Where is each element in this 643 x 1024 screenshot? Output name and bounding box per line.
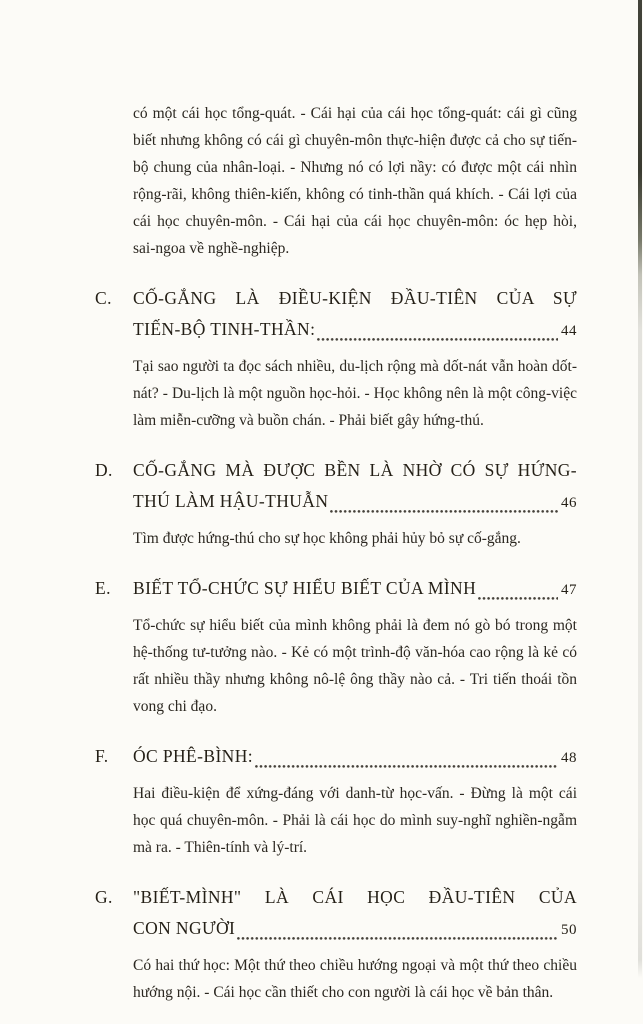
entry-title-lastline: [133, 913, 577, 946]
entry-title-text: ÓC PHÊ-BÌNH:: [133, 746, 254, 766]
entry-summary: Tìm được hứng-thú cho sự học không phải hủy bỏ sự cố-gắng.: [133, 530, 521, 547]
entry-title-line1: "BIẾT-MÌNH" LÀ CÁI HỌC ĐẦU-TIÊN CỦA: [133, 887, 577, 907]
entry-label: G.: [95, 887, 113, 907]
entry-title-text: TIẾN-BỘ TINH-THẦN:: [133, 319, 316, 339]
toc-entry-f: [95, 741, 577, 861]
page-number: 46: [561, 495, 577, 511]
dot-leader: [237, 937, 558, 940]
entry-title-text: CON NGƯỜI: [133, 918, 236, 938]
toc-entry-c: [95, 283, 577, 434]
entry-heading: [95, 455, 577, 519]
page-number: 44: [561, 323, 577, 339]
entry-title: [133, 882, 577, 946]
dot-leader: [478, 597, 558, 600]
entry-label: E.: [95, 578, 111, 598]
intro-paragraph: có một cái học tổng-quát. - Cái hại của cái học tổng-quát: cái gì cũng biết nhưng không có cái gì chuyên-môn thực-hiện được cả cho sự tiến-bộ chung của nhân-loại. - Nhưng nó có lợi nầy: có được một cái nhìn rộng-rãi, không thiên-kiến, không có tinh-thần quá khích. - Cái lợi của cái học chuyên-môn. - Cái hại của cái học chuyên-môn: óc hẹp hòi, sai-ngoa về nghề-nghiệp.: [133, 105, 577, 257]
entry-label: D.: [95, 460, 113, 480]
entry-label: C.: [95, 288, 112, 308]
entry-title-lastline: [133, 573, 577, 606]
toc-entry-e: [95, 573, 577, 720]
page-number: 47: [561, 582, 577, 598]
page-number: 50: [561, 922, 577, 938]
dot-leader: [317, 338, 558, 341]
entry-heading: [95, 882, 577, 946]
entry-title-lastline: [133, 314, 577, 347]
entry-title-text: BIẾT TỔ-CHỨC SỰ HIỂU BIẾT CỦA MÌNH: [133, 578, 477, 598]
toc-entry-d: [95, 455, 577, 552]
entry-title-line1: CỐ-GẮNG MÀ ĐƯỢC BỀN LÀ NHỜ CÓ SỰ HỨNG-: [133, 460, 577, 480]
entry-heading: [95, 741, 577, 774]
entry-title-line1: CỐ-GẮNG LÀ ĐIỀU-KIỆN ĐẦU-TIÊN CỦA SỰ: [133, 288, 577, 308]
entry-summary: Có hai thứ học: Một thứ theo chiều hướng ngoại và một thứ theo chiều hướng nội. - Cái học cần thiết cho con người là cái học về bản thân.: [133, 957, 577, 1001]
entry-title: [133, 573, 577, 606]
entry-title: [133, 455, 577, 519]
entry-summary: Tại sao người ta đọc sách nhiều, du-lịch rộng mà dốt-nát vẫn hoàn dốt-nát? - Du-lịch là một nguồn học-hỏi. - Học không nên là một công-việc làm miễn-cưỡng và buồn chán. - Phải biết gây hứng-thú.: [133, 358, 577, 429]
entry-summary: Tổ-chức sự hiểu biết của mình không phải là đem nó gò bó trong một hệ-thống tư-tưởng nào. - Kẻ có một trình-độ văn-hóa cao rộng là kẻ có rất nhiều thầy nhưng không nô-lệ ông thầy nào cả. - Tri tiến thoái tồn vong chi đạo.: [133, 617, 577, 715]
entry-summary: Hai điều-kiện để xứng-đáng với danh-từ học-vấn. - Đừng là một cái học quá chuyên-môn. - Phải là cái học do mình suy-nghĩ nghiền-ngẫm mà ra. - Thiên-tính và lý-trí.: [133, 785, 577, 856]
dot-leader: [255, 765, 558, 768]
entry-title: [133, 283, 577, 347]
toc-entry-g: [95, 882, 577, 1006]
entry-title-text: THÚ LÀM HẬU-THUẪN: [133, 491, 329, 511]
entry-title-lastline: [133, 741, 577, 774]
entry-title-lastline: [133, 486, 577, 519]
page-number: 48: [561, 750, 577, 766]
scan-edge-shadow: [638, 0, 642, 978]
entry-label: F.: [95, 746, 109, 766]
entry-heading: [95, 283, 577, 347]
entry-title: [133, 741, 577, 774]
dot-leader: [330, 510, 558, 513]
entry-heading: [95, 573, 577, 606]
